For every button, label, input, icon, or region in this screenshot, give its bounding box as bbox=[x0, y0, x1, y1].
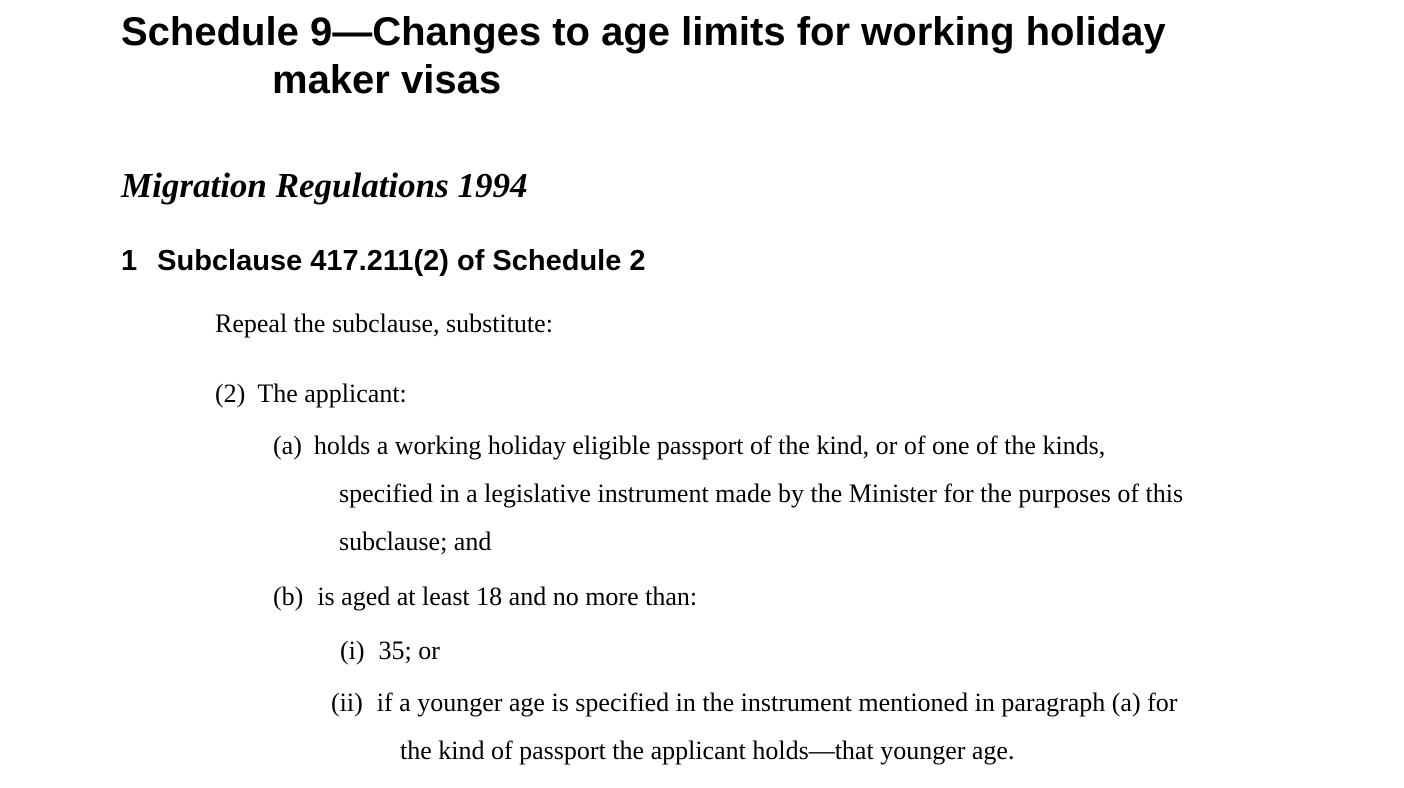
paragraph-a-text-1: holds a working holiday eligible passport of the kind, or of one of the kinds, bbox=[313, 431, 1106, 460]
act-title: Migration Regulations 1994 bbox=[121, 166, 528, 205]
schedule-heading-line-2: maker visas bbox=[272, 58, 502, 102]
paragraph-b-text-1: is aged at least 18 and no more than: bbox=[317, 582, 698, 611]
schedule-heading-line-1: Schedule 9—Changes to age limits for working holiday bbox=[121, 10, 1166, 54]
subparagraph-i-line-1 bbox=[340, 635, 440, 667]
subparagraph-i-label: (i) bbox=[340, 636, 365, 665]
item-heading bbox=[121, 244, 646, 278]
paragraph-a-line-1 bbox=[273, 430, 1105, 462]
amendment-instruction: Repeal the subclause, substitute: bbox=[215, 309, 553, 338]
item-heading-text: Subclause 417.211(2) of Schedule 2 bbox=[157, 245, 646, 277]
subclause-text: The applicant: bbox=[257, 379, 407, 408]
paragraph-b-label: (b) bbox=[273, 582, 304, 611]
subparagraph-i-text-1: 35; or bbox=[378, 636, 440, 665]
subparagraph-ii-text-1: if a younger age is specified in the instrument mentioned in paragraph (a) for bbox=[376, 688, 1178, 717]
subclause-line bbox=[215, 378, 407, 410]
subclause-number: (2) bbox=[215, 379, 246, 408]
paragraph-a-line-2: specified in a legislative instrument made by the Minister for the purposes of this bbox=[339, 479, 1184, 508]
item-number: 1 bbox=[121, 245, 138, 277]
paragraph-a-label: (a) bbox=[273, 431, 302, 460]
paragraph-a-line-3: subclause; and bbox=[339, 527, 492, 556]
subparagraph-ii-line-1 bbox=[331, 687, 1177, 719]
paragraph-b-line-1 bbox=[273, 581, 697, 613]
subparagraph-ii-line-2: the kind of passport the applicant holds—that younger age. bbox=[400, 736, 1015, 765]
subparagraph-ii-label: (ii) bbox=[331, 688, 363, 717]
